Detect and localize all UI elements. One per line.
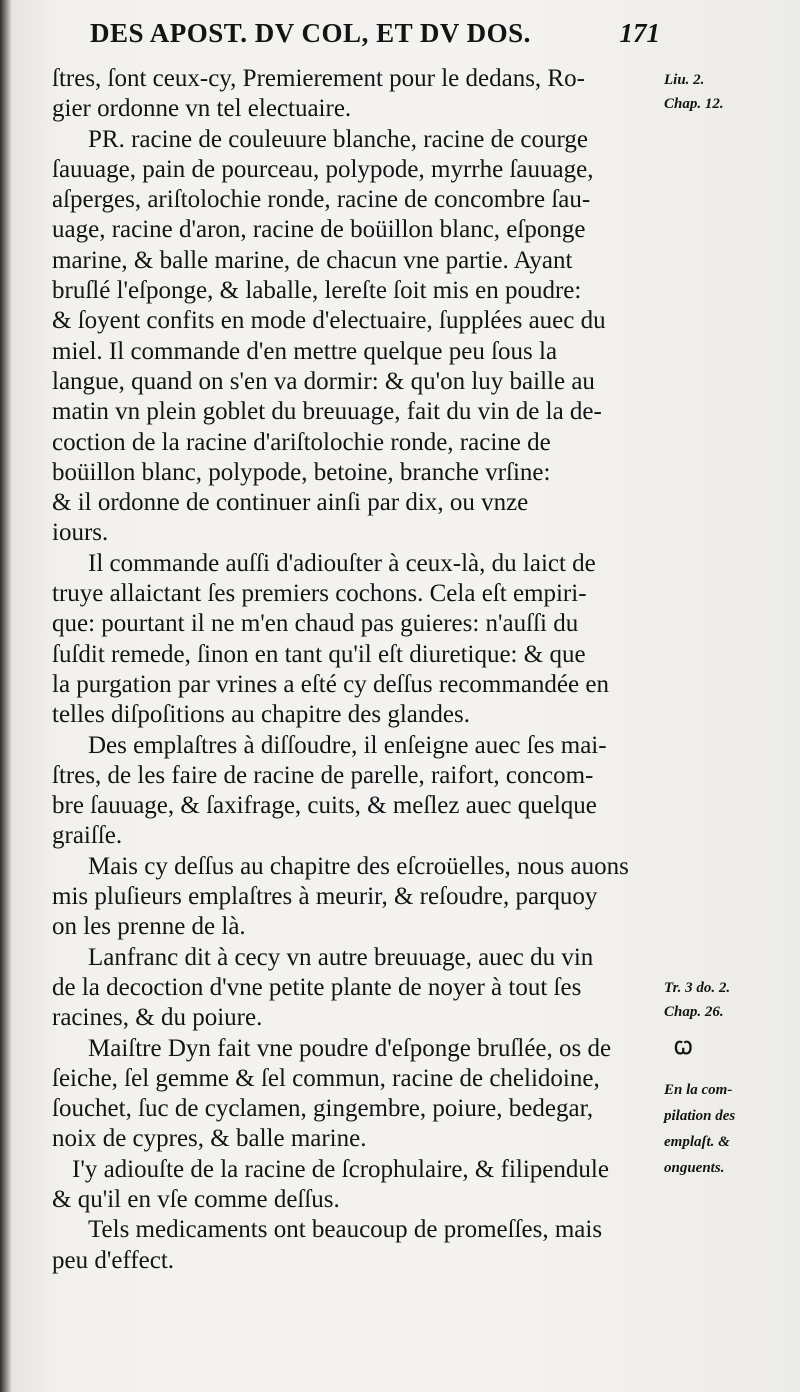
ornament-glyph: Ꞷ bbox=[674, 1038, 693, 1058]
text-line: telles diſpoſitions au chapitre des glandes. bbox=[52, 701, 470, 729]
margin-note-chapitre: Chap. 12. bbox=[664, 96, 724, 112]
text-line: gier ordonne vn tel electuaire. bbox=[52, 95, 352, 123]
text-line: ſtres, ſont ceux-cy, Premierement pour le dedans, Ro- bbox=[52, 65, 585, 92]
text-line: bre ſauuage, & ſaxifrage, cuits, & meſlez auec quelque bbox=[52, 792, 597, 820]
text-line: que: pourtant il ne m'en chaud pas guieres: n'auſſi du bbox=[52, 610, 579, 638]
text-line: Il commande auſſi d'adiouſter à ceux-là, du laict de bbox=[88, 549, 596, 577]
text-line: I'y adiouſte de la racine de ſcrophulaire, & filipendule bbox=[72, 1155, 609, 1183]
margin-note-chapitre: Chap. 26. bbox=[664, 1004, 724, 1020]
text-line: la purgation par vrines a eſté cy deſſus recommandée en bbox=[52, 670, 609, 698]
gutter-shadow bbox=[0, 0, 12, 1392]
margin-note-compilation: En la com- bbox=[664, 1082, 733, 1098]
text-line: Tels medicaments ont beaucoup de promeſſes, mais bbox=[88, 1216, 603, 1244]
text-line: Des emplaſtres à diſſoudre, il enſeigne auec ſes mai- bbox=[88, 731, 607, 759]
text-line: & qu'il en vſe comme deſſus. bbox=[52, 1185, 340, 1213]
text-line: Maiſtre Dyn fait vne poudre d'eſponge bruſlée, os de bbox=[88, 1034, 612, 1062]
text-line: aſperges, ariſtolochie ronde, racine de concombre ſau- bbox=[52, 186, 591, 214]
text-line: truye allaictant ſes premiers cochons. Cela eſt empiri- bbox=[52, 580, 587, 608]
text-line: peu d'effect. bbox=[52, 1246, 175, 1274]
text-line: graiſſe. bbox=[52, 822, 123, 850]
text-line: Mais cy deſſus au chapitre des eſcroüelles, nous auons bbox=[88, 852, 629, 880]
margin-note-compilation: onguents. bbox=[664, 1160, 725, 1176]
text-line: ſauuage, pain de pourceau, polypode, myrrhe ſauuage, bbox=[52, 155, 594, 183]
body-text bbox=[52, 64, 662, 1276]
text-line: marine, & balle marine, de chacun vne partie. Ayant bbox=[52, 246, 573, 274]
text-line: iours. bbox=[52, 519, 109, 547]
text-line: boüillon blanc, polypode, betoine, branche vrſine: bbox=[52, 458, 551, 486]
text-line: coction de la racine d'ariſtolochie ronde, racine de bbox=[52, 428, 551, 456]
text-line: de la decoction d'vne petite plante de noyer à tout ſes bbox=[52, 973, 582, 1001]
text-line: & ſoyent confits en mode d'electuaire, ſupplées auec du bbox=[52, 307, 606, 335]
text-line: PR. racine de couleuure blanche, racine de courge bbox=[88, 125, 588, 153]
text-line: langue, quand on s'en va dormir: & qu'on luy baille au bbox=[52, 367, 595, 395]
text-line: & il ordonne de continuer ainſi par dix, ou vnze bbox=[52, 489, 529, 517]
page-header bbox=[90, 18, 660, 58]
text-line: bruſlé l'eſponge, & laballe, lereſte ſoit mis en poudre: bbox=[52, 277, 582, 305]
margin-note-traite: Tr. 3 do. 2. bbox=[664, 980, 731, 996]
text-line: miel. Il commande d'en mettre quelque peu ſous la bbox=[52, 337, 558, 365]
text-line: Lanfranc dit à cecy vn autre breuuage, auec du vin bbox=[88, 943, 594, 971]
text-line: on les prenne de là. bbox=[52, 913, 246, 941]
margin-notes bbox=[664, 0, 794, 1392]
text-line: ſeiche, ſel gemme & ſel commun, racine de chelidoine, bbox=[52, 1064, 600, 1092]
margin-note-livre: Liu. 2. bbox=[664, 72, 705, 88]
text-line: ſuſdit remede, ſinon en tant qu'il eſt diuretique: & que bbox=[52, 640, 586, 668]
text-line: ſtres, de les faire de racine de parelle, raifort, concom- bbox=[52, 761, 594, 789]
text-line: matin vn plein goblet du breuuage, fait du vin de la de- bbox=[52, 398, 602, 426]
text-line: racines, & du poiure. bbox=[52, 1004, 263, 1032]
text-line: uage, racine d'aron, racine de boüillon blanc, eſponge bbox=[52, 216, 586, 244]
text-line: ſouchet, ſuc de cyclamen, gingembre, poiure, bedegar, bbox=[52, 1095, 594, 1123]
margin-note-compilation: pilation des bbox=[664, 1108, 736, 1124]
running-head: DES APOST. DV COL, ET DV DOS. bbox=[90, 18, 531, 48]
margin-note-compilation: emplaſt. & bbox=[664, 1134, 730, 1150]
page-number: 171 bbox=[619, 18, 660, 48]
text-line: noix de cypres, & balle marine. bbox=[52, 1125, 367, 1153]
text-line: mis pluſieurs emplaſtres à meurir, & reſoudre, parquoy bbox=[52, 883, 598, 911]
